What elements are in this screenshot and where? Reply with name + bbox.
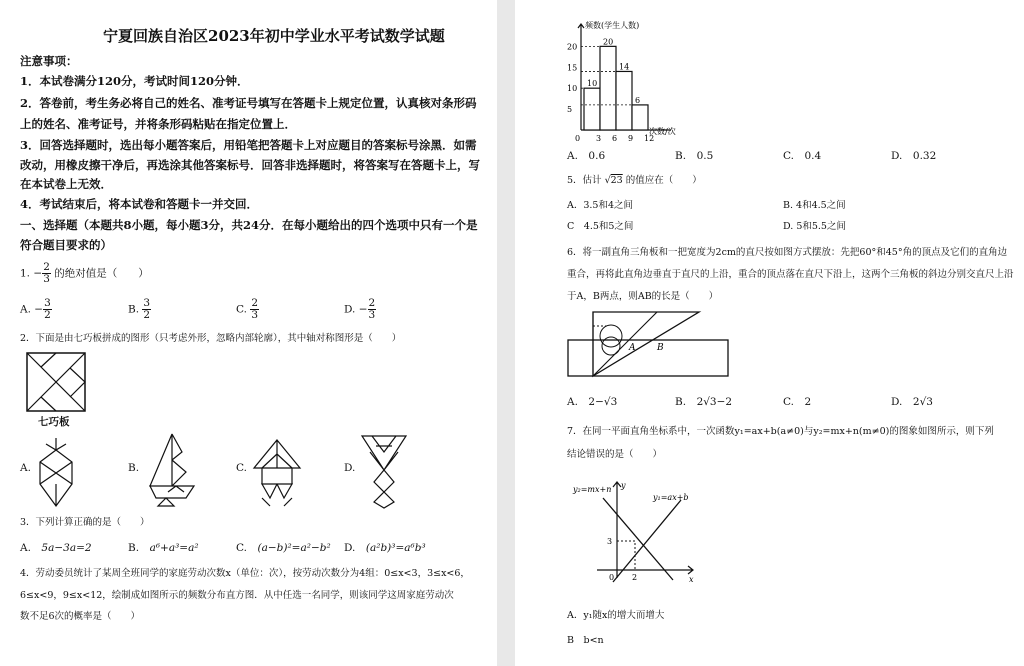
question-3: 3．下列计算正确的是（ ）: [20, 517, 150, 528]
y-tick-label: 10: [567, 84, 578, 94]
question-6-line: 6．将一副直角三角板和一把宽度为2cm的直尺按如图方式摆放：先把60°和45°角的顶点及它们的直角边: [567, 247, 1008, 258]
exam-title: 宁夏回族自治区2023年初中学业水平考试数学试题: [103, 27, 445, 45]
q1-option-d[interactable]: D. − $\frac{2}{3}$: [344, 297, 376, 322]
linear-functions-graph: [573, 478, 703, 588]
question-2: 2．下面是由七巧板拼成的图形（只考虑外形，忽略内部轮廓），其中轴对称图形是（ ）: [20, 333, 402, 344]
tangram-figure-c: [250, 438, 304, 508]
histogram-bar: [584, 88, 600, 130]
question-4-line: 数不足6次的概率是（ ）: [20, 611, 141, 622]
question-4-line: 4．劳动委员统计了某周全班同学的家庭劳动次数x（单位：次），按劳动次数分为4组：0≤x<3，3≤x<6，: [20, 568, 470, 579]
q4-option-b[interactable]: B. 0.5: [675, 150, 714, 162]
notice-line: 2．答卷前，考生务必将自己的姓名、准考证号填写在答题卡上规定位置，认真核对条形码: [20, 96, 477, 110]
q6-option-a[interactable]: A. 2−√3: [567, 396, 618, 408]
point-b-label: B: [657, 343, 664, 353]
notice-line: 1．本试卷满分120分，考试时间120分钟．: [20, 74, 249, 88]
y1-label: y₁=ax+b: [653, 493, 689, 502]
notice-heading: 注意事项：: [20, 54, 78, 68]
question-7-line: 结论错误的是（ ）: [567, 449, 663, 460]
question-6-line: 于A，B两点，则AB的长是（ ）: [567, 291, 719, 302]
q5-option-d[interactable]: D. 5和5.5之间: [783, 221, 846, 232]
x-axis-label: x: [689, 575, 694, 584]
tangram-caption: 七巧板: [38, 416, 70, 428]
notice-line: 在本试卷上无效．: [20, 177, 112, 191]
q3-option-a[interactable]: A. 5a−3a=2: [20, 542, 92, 554]
q6-option-c[interactable]: C. 2: [783, 396, 812, 408]
histogram-bar: [616, 71, 632, 130]
histogram-bar: [600, 46, 616, 130]
q6-option-d[interactable]: D. 2√3: [891, 396, 933, 408]
q7-option-b[interactable]: B b<n: [567, 635, 604, 646]
y-tick-label: 5: [567, 105, 573, 115]
x-axis-title: 次数/次: [649, 127, 676, 136]
q2-option-d[interactable]: D.: [344, 462, 356, 474]
section-heading: 一、选择题（本题共8小题，每小题3分，共24分．在每小题给出的四个选项中只有一个是: [20, 218, 478, 232]
origin-label: 0: [609, 573, 615, 582]
notice-line: 4．考试结束后，将本试卷和答题卡一并交回．: [20, 197, 258, 211]
q1-option-a[interactable]: A. − $\frac{3}{2}$: [20, 297, 51, 322]
q3-option-d[interactable]: D. (a²b)³=a⁶b³: [344, 542, 426, 554]
question-4-line: 6≤x<9，9≤x<12，绘制成如图所示的频数分布直方图．从中任选一名同学，则该同学这周家庭劳动次: [20, 590, 454, 601]
y2-label: y₂=mx+n: [573, 485, 612, 494]
bar-value-label: 20: [603, 37, 614, 47]
question-7-line: 7．在同一平面直角坐标系中，一次函数y₁=ax+b(a≠0)与y₂=mx+n(m≠0)的图象如图所示，则下列: [567, 426, 994, 437]
y-tick-label: 20: [567, 42, 578, 52]
ruler-triangle-figure: [567, 306, 731, 380]
q4-option-d[interactable]: D. 0.32: [891, 150, 937, 162]
notice-line: 上的姓名、准考证号，并将条形码粘贴在指定位置上．: [20, 117, 296, 131]
section-heading: 符合题目要求的）: [20, 238, 112, 252]
question-1: 1. − $\frac{2}{3}$ 的绝对值是（ ）: [20, 261, 149, 286]
q1-option-c[interactable]: C. $\frac{2}{3}$: [236, 297, 259, 322]
question-6-line: 重合，再将此直角边垂直于直尺的上沿，重合的顶点落在直尺下沿上，这两个三角板的斜边分别交直尺上沿: [567, 269, 1014, 280]
y-axis-title: 频数(学生人数): [585, 21, 640, 30]
y-axis-label: y: [621, 481, 626, 490]
q5-option-b[interactable]: B. 4和4.5之间: [783, 200, 846, 211]
x-tick-label: 3: [596, 134, 602, 143]
question-5: 5．估计 √23 的值应在（ ）: [567, 175, 702, 186]
notice-line: 改动，用橡皮擦干净后，再选涂其他答案标号．回答非选择题时，将答案写在答题卡上，写: [20, 158, 480, 172]
frequency-histogram: [563, 20, 713, 144]
y-tick-label: 15: [567, 63, 578, 73]
left-page: [0, 0, 497, 666]
q3-option-c[interactable]: C. (a−b)²=a²−b²: [236, 542, 331, 554]
y-axis: [578, 24, 584, 130]
q1-option-b[interactable]: B. $\frac{3}{2}$: [128, 297, 151, 322]
tangram-figure-b: [146, 432, 202, 508]
x-tick-label: 0: [575, 134, 581, 143]
x-tick-label: 9: [628, 134, 634, 143]
q3-option-b[interactable]: B. a⁶+a³=a²: [128, 542, 199, 554]
q5-option-a[interactable]: A．3.5和4之间: [567, 200, 634, 211]
q6-option-b[interactable]: B. 2√3−2: [675, 396, 733, 408]
tangram-square-figure: [26, 352, 86, 412]
bar-value-label: 10: [587, 79, 598, 89]
q7-option-a[interactable]: A．y₁随x的增大而增大: [567, 610, 665, 621]
point-a-label: A: [629, 343, 636, 353]
x-tick-label: 12: [644, 134, 655, 143]
q2-option-b[interactable]: B.: [128, 462, 140, 474]
q2-option-a[interactable]: A.: [20, 462, 31, 474]
q4-option-a[interactable]: A. 0.6: [567, 150, 606, 162]
tangram-figure-d: [360, 432, 408, 508]
x-tick-label: 6: [612, 134, 618, 143]
tangram-figure-a: [36, 436, 76, 508]
right-page: [515, 0, 1024, 666]
x-value-2: 2: [632, 573, 638, 582]
bar-value-label: 14: [619, 62, 630, 72]
q5-option-c[interactable]: C 4.5和5之间: [567, 221, 634, 232]
notice-line: 3．回答选择题时，选出每小题答案后，用铅笔把答题卡上对应题目的答案标号涂黑．如需: [20, 138, 477, 152]
q2-option-c[interactable]: C.: [236, 462, 247, 474]
y-value-3: 3: [607, 537, 613, 546]
q4-option-c[interactable]: C. 0.4: [783, 150, 822, 162]
histogram-bar: [632, 105, 648, 130]
bar-value-label: 6: [635, 95, 641, 105]
